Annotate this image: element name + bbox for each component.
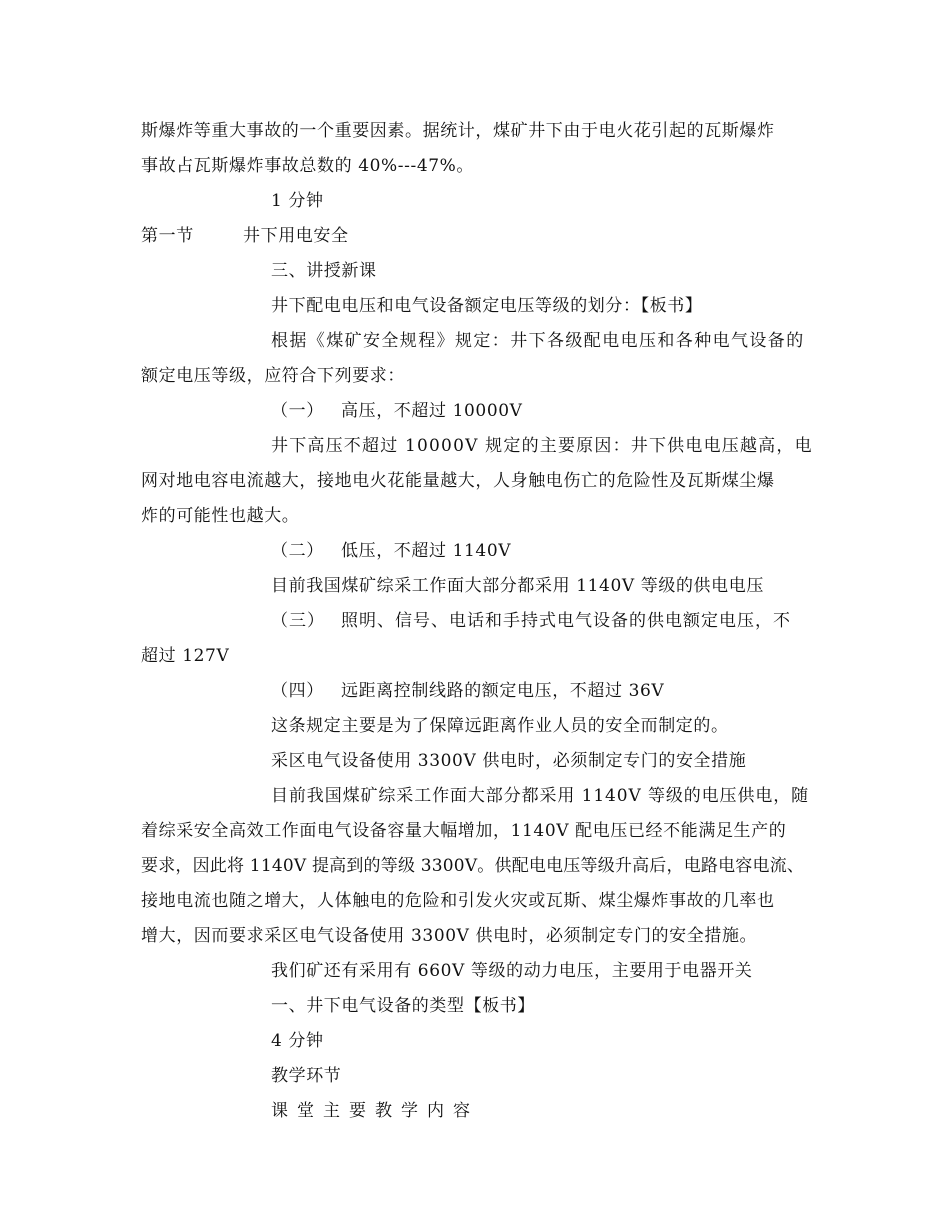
list-item (271, 680, 664, 702)
paragraph-line: 井下高压不超过 10000V 规定的主要原因：井下供电电压越高，电 (271, 436, 813, 456)
table-label: 课堂主要教学内容 (271, 1101, 479, 1121)
subsection-heading: 一、井下电气设备的类型【板书】 (271, 996, 535, 1016)
paragraph-line: 接地电流也随之增大，人体触电的危险和引发火灾或瓦斯、煤尘爆炸事故的几率也 (141, 891, 775, 911)
paragraph-line: 我们矿还有采用有 660V 等级的动力电压，主要用于电器开关 (271, 961, 753, 981)
list-item (271, 610, 791, 632)
list-item-text: 照明、信号、电话和手持式电气设备的供电额定电压，不 (341, 611, 791, 631)
paragraph-line: 增大，因而要求采区电气设备使用 3300V 供电时，必须制定专门的安全措施。 (141, 926, 758, 946)
paragraph-line: 事故占瓦斯爆炸事故总数的 40%---47%。 (141, 156, 475, 176)
paragraph-line: 根据《煤矿安全规程》规定：井下各级配电电压和各种电气设备的 (271, 331, 805, 351)
paragraph-line: 这条规定主要是为了保障远距离作业人员的安全而制定的。 (271, 716, 729, 736)
list-item-text: 低压，不超过 1140V (341, 541, 512, 561)
list-item-number: （一） (271, 401, 324, 421)
paragraph-line: 采区电气设备使用 3300V 供电时，必须制定专门的安全措施 (271, 751, 747, 771)
paragraph-line: 着综采安全高效工作面电气设备容量大幅增加，1140V 配电压已经不能满足生产的 (141, 821, 787, 841)
paragraph-line: 炸的可能性也越大。 (141, 506, 300, 526)
list-item-number: （四） (271, 681, 324, 701)
section-number: 第一节 (141, 226, 194, 246)
list-item-text: 高压，不超过 10000V (341, 401, 523, 421)
time-note: 4 分钟 (271, 1031, 324, 1051)
section-heading (141, 225, 349, 247)
paragraph-line: 井下配电电压和电气设备额定电压等级的划分：【板书】 (271, 296, 703, 316)
list-item-number: （三） (271, 611, 325, 631)
section-title: 井下用电安全 (243, 226, 349, 246)
time-note: 1 分钟 (271, 191, 324, 211)
subsection-heading: 三、讲授新课 (271, 261, 377, 281)
list-item-text: 远距离控制线路的额定电压，不超过 36V (341, 681, 665, 701)
list-item (271, 400, 523, 422)
list-item (271, 540, 511, 562)
paragraph-line: 额定电压等级，应符合下列要求： (141, 366, 405, 386)
paragraph-line: 斯爆炸等重大事故的一个重要因素。据统计，煤矿井下由于电火花引起的瓦斯爆炸 (141, 121, 775, 141)
list-item-number: （二） (271, 541, 324, 561)
paragraph-line: 目前我国煤矿综采工作面大部分都采用 1140V 等级的供电电压 (271, 576, 764, 596)
paragraph-line: 要求，因此将 1140V 提高到的等级 3300V。供配电电压等级升高后，电路电容电流、 (141, 856, 805, 876)
paragraph-line: 超过 127V (141, 646, 230, 666)
paragraph-line: 目前我国煤矿综采工作面大部分都采用 1140V 等级的电压供电，随 (271, 786, 810, 806)
paragraph-line: 网对地电容电流越大，接地电火花能量越大，人身触电伤亡的危险性及瓦斯煤尘爆 (141, 471, 775, 491)
table-label: 教学环节 (271, 1066, 342, 1086)
